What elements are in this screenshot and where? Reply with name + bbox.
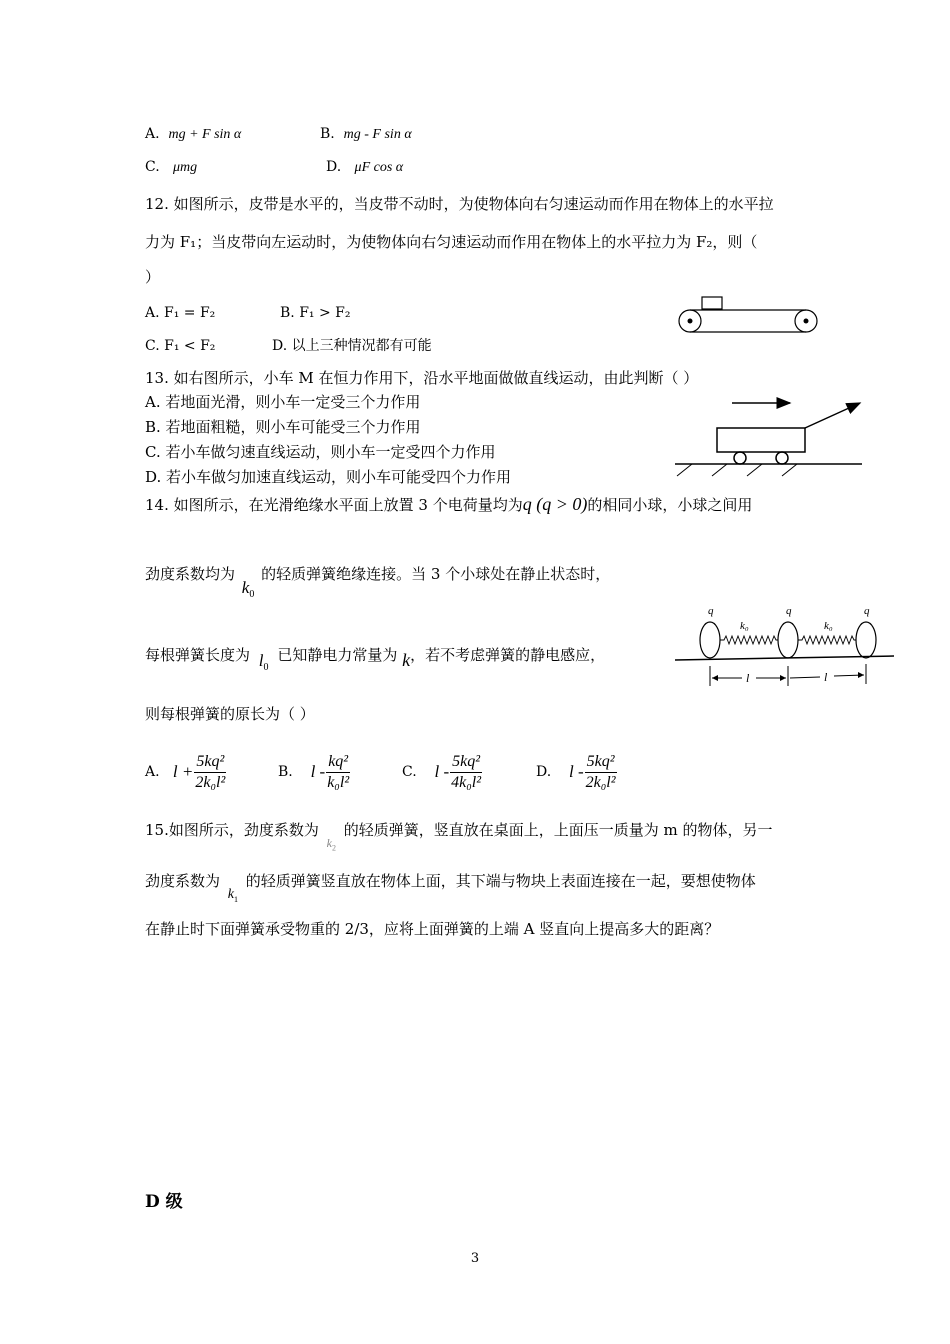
page-number: 3 bbox=[470, 1251, 480, 1266]
q13-option-a: A. 若地面光滑，则小车一定受三个力作用 bbox=[145, 393, 421, 411]
q14-stem-line3: 每根弹簧长度为 $l_0$ 已知静电力常量为 k，若不考虑弹簧的静电感应， bbox=[145, 646, 606, 673]
q12-belt-figure bbox=[670, 290, 830, 340]
q14-option-d: D. l - $\frac{\text{5kq²}}{\text{2k₀l²}}$ bbox=[536, 752, 616, 791]
q12-stem-line3: ） bbox=[145, 268, 161, 286]
q11-option-d: D. μF cos α bbox=[326, 159, 404, 175]
q12-block bbox=[702, 297, 722, 309]
q14-fig-k0-left: k₀ bbox=[740, 620, 749, 632]
q14-option-c: C. l - $\frac{\text{5kq²}}{\text{4k₀l²}}$ bbox=[402, 752, 482, 791]
q13-option-c: C. 若小车做匀速直线运动，则小车一定受四个力作用 bbox=[145, 443, 496, 461]
section-heading: D 级 bbox=[145, 1192, 183, 1212]
q12-option-d: D. 以上三种情况都有可能 bbox=[272, 338, 432, 354]
q15-stem-line3: 在静止时下面弹簧承受物重的 2/3，应将上面弹簧的上端 A 竖直向上提高多大的距离？ bbox=[145, 920, 720, 938]
q14-option-a: A. l + $\frac{\text{5kq²}}{\text{2k₀l²}}$ bbox=[145, 752, 226, 791]
q12-option-c: C. F₁ < F₂ bbox=[145, 338, 216, 354]
q12-stem-line2: 力为 F₁；当皮带向左运动时，为使物体向右匀速运动而作用在物体上的水平拉力为 F₂，则（ bbox=[145, 233, 758, 251]
q14-fig-l-right: l bbox=[824, 670, 828, 684]
q11-option-c: C. μmg bbox=[145, 159, 198, 175]
q13-option-d: D. 若小车做匀加速直线运动，则小车可能受四个力作用 bbox=[145, 468, 512, 486]
q13-cart-body bbox=[717, 428, 805, 452]
q12-option-a: A. F₁ = F₂ bbox=[145, 305, 216, 321]
q14-ball-left bbox=[700, 622, 720, 658]
q13-stem: 13. 如右图所示，小车 M 在恒力作用下，沿水平地面做做直线运动，由此判断（ ） bbox=[145, 369, 699, 387]
q11-option-a: A. mg + F sin α bbox=[145, 126, 242, 142]
q14-fig-q3: q bbox=[864, 605, 870, 617]
q14-option-a-fraction: $\frac{\text{5kq²}}{\text{2k₀l²}}$ bbox=[195, 752, 226, 791]
q14-stem-line1: 14. 如图所示，在光滑绝缘水平面上放置 3 个电荷量均为q (q > 0)的相同小球，小球之间用 bbox=[145, 494, 753, 514]
q13-wheel-left bbox=[734, 452, 746, 464]
q14-option-d-fraction: $\frac{\text{5kq²}}{\text{2k₀l²}}$ bbox=[585, 752, 616, 791]
q14-option-b-fraction: $\frac{\text{kq²}}{\text{k₀l²}}$ bbox=[327, 752, 350, 791]
q14-stem-line2: 劲度系数均为 $k_0$ 的轻质弹簧绝缘连接。当 3 个小球处在静止状态时， bbox=[145, 565, 611, 600]
q14-ball-right bbox=[856, 622, 876, 658]
q14-stem-line4: 则每根弹簧的原长为（ ） bbox=[145, 705, 315, 723]
q13-cart-figure bbox=[672, 390, 867, 480]
q13-force-arrow bbox=[805, 403, 860, 428]
q14-ball-middle bbox=[778, 622, 798, 658]
q14-option-b: B. l - $\frac{\text{kq²}}{\text{k₀l²}}$ bbox=[278, 752, 350, 791]
q14-fig-l-left: l bbox=[746, 671, 750, 685]
q14-option-c-fraction: $\frac{\text{5kq²}}{\text{4k₀l²}}$ bbox=[451, 752, 482, 791]
q15-stem-line2: 劲度系数为 $k_1$ 的轻质弹簧竖直放在物体上面，其下端与物块上表面连接在一起，要想使物体 bbox=[145, 872, 756, 904]
q13-wheel-right bbox=[776, 452, 788, 464]
q12-stem-line1: 12. 如图所示，皮带是水平的，当皮带不动时，为使物体向右匀速运动而作用在物体上的水平拉 bbox=[145, 195, 774, 213]
q14-fig-k0-right: k₀ bbox=[824, 620, 833, 632]
q14-spring-left bbox=[720, 636, 778, 644]
q14-fig-q2: q bbox=[786, 605, 792, 617]
q14-fig-q1: q bbox=[708, 605, 714, 617]
q15-stem-line1: 15.如图所示，劲度系数为 $k_2$ 的轻质弹簧，竖直放在桌面上，上面压一质量为 m 的物体，另一 bbox=[145, 821, 773, 853]
q14-spring-right bbox=[798, 636, 856, 644]
q11-option-b: B. mg - F sin α bbox=[320, 126, 412, 142]
q14-springs-figure bbox=[672, 602, 897, 692]
q13-option-b: B. 若地面粗糙，则小车可能受三个力作用 bbox=[145, 418, 421, 436]
q12-option-b: B. F₁ > F₂ bbox=[280, 305, 351, 321]
